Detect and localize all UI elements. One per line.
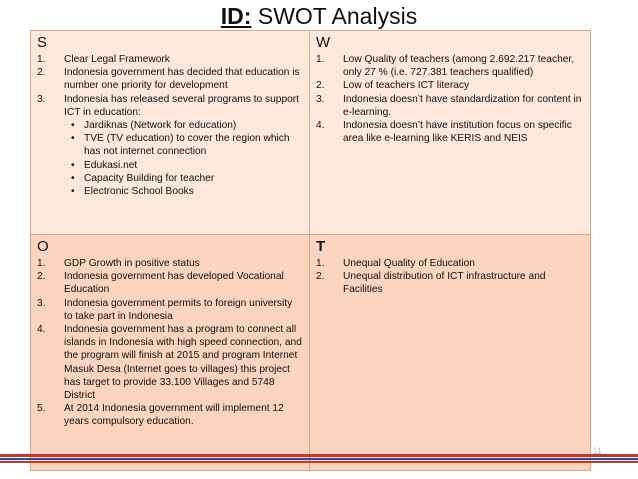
- strengths-sublist: [64, 119, 303, 198]
- footer-blue-bar: [0, 458, 638, 460]
- sub-list-item: [64, 119, 303, 132]
- item-number: 2.: [37, 67, 46, 79]
- list-item: [37, 402, 303, 428]
- bullet-icon: •: [71, 186, 75, 198]
- list-item: [316, 53, 584, 79]
- item-text: Unequal Quality of Education: [343, 258, 475, 269]
- item-text: Clear Legal Framework: [64, 54, 170, 65]
- strengths-cell: [31, 31, 310, 235]
- item-number: 1.: [37, 258, 46, 269]
- sub-list-item: [64, 159, 303, 172]
- list-item: [37, 270, 303, 296]
- threats-cell: [310, 235, 590, 470]
- list-item: [37, 257, 303, 270]
- sub-list-item: [64, 172, 303, 185]
- strengths-letter: S: [37, 34, 48, 51]
- item-number: 4.: [37, 324, 46, 336]
- item-text: Indonesia doesn’t have standardization for content in e-learning.: [343, 93, 582, 118]
- item-text: Low Quality of teachers (among 2.692.217 teacher, only 27 % (i.e. 727.381 teachers qualified): [343, 54, 575, 79]
- item-text: Indonesia has released several programs to support ICT in education:: [64, 93, 300, 118]
- sub-list-item: [64, 185, 303, 198]
- item-text: Indonesia government permits to foreign university to take part in Indonesia: [64, 297, 293, 322]
- weaknesses-list: [316, 53, 584, 145]
- item-number: 5.: [37, 403, 46, 415]
- list-item: [316, 257, 584, 270]
- item-text: Indonesia government has decided that education is number one priority for development: [64, 67, 300, 92]
- threats-list: [316, 257, 584, 297]
- item-text: Indonesia doesn’t have institution focus on specific area like e-learning like KERIS and NEIS: [343, 120, 572, 145]
- sub-item-text: TVE (TV education) to cover the region which has not internet connection: [84, 133, 290, 158]
- title-text: SWOT Analysis: [251, 3, 418, 29]
- sub-item-text: Edukasi.net: [84, 159, 138, 171]
- page-title: [0, 2, 638, 30]
- list-item: [37, 93, 303, 199]
- list-item: [37, 53, 303, 66]
- page-number: 11: [592, 446, 602, 456]
- list-item: [37, 297, 303, 323]
- item-number: 2.: [316, 271, 325, 283]
- bullet-icon: •: [71, 120, 75, 132]
- item-number: 1.: [316, 54, 325, 65]
- opportunities-cell: [31, 235, 310, 470]
- item-number: 3.: [37, 93, 46, 105]
- sub-item-text: Capacity Building for teacher: [84, 172, 215, 184]
- item-text: GDP Growth in positive status: [64, 258, 200, 269]
- item-number: 1.: [37, 54, 46, 65]
- item-text: Low of teachers ICT literacy: [343, 80, 470, 92]
- bullet-icon: •: [71, 133, 75, 145]
- list-item: [316, 119, 584, 145]
- sub-item-text: Jardiknas (Network for education): [84, 120, 237, 132]
- threats-letter: T: [316, 238, 326, 255]
- sub-item-text: Electronic School Books: [84, 186, 194, 198]
- list-item: [37, 323, 303, 402]
- item-text: Indonesia government has a program to connect all islands in Indonesia with high speed connection, and the program will finish at 2015 and program Internet Masuk Desa (Internet goes to villages) this project has target to provide 33.100 Villages and 5748 District: [64, 324, 302, 402]
- bullet-icon: •: [71, 159, 75, 171]
- item-number: 3.: [37, 297, 46, 309]
- item-text: Unequal distribution of ICT infrastructure and Facilities: [343, 271, 546, 296]
- item-number: 2.: [316, 80, 325, 92]
- list-item: [316, 93, 584, 119]
- list-item: [316, 270, 584, 296]
- bullet-icon: •: [71, 172, 75, 184]
- opportunities-list: [37, 257, 303, 429]
- list-item: [316, 79, 584, 92]
- footer-red-bar-lower: [0, 461, 638, 463]
- item-number: 2.: [37, 271, 46, 283]
- sub-list-item: [64, 132, 303, 158]
- swot-grid: [30, 30, 591, 471]
- item-number: 1.: [316, 258, 325, 269]
- weaknesses-letter: W: [316, 34, 331, 51]
- footer-red-bar: [0, 454, 638, 457]
- opportunities-letter: O: [37, 238, 49, 255]
- item-text: At 2014 Indonesia government will implement 12 years compulsory education.: [64, 403, 284, 428]
- item-number: 4.: [316, 120, 325, 132]
- strengths-list: [37, 53, 303, 198]
- item-number: 3.: [316, 93, 325, 105]
- item-text: Indonesia government has developed Vocational Education: [64, 271, 284, 296]
- title-prefix: ID:: [220, 3, 252, 29]
- list-item: [37, 66, 303, 92]
- weaknesses-cell: [310, 31, 590, 235]
